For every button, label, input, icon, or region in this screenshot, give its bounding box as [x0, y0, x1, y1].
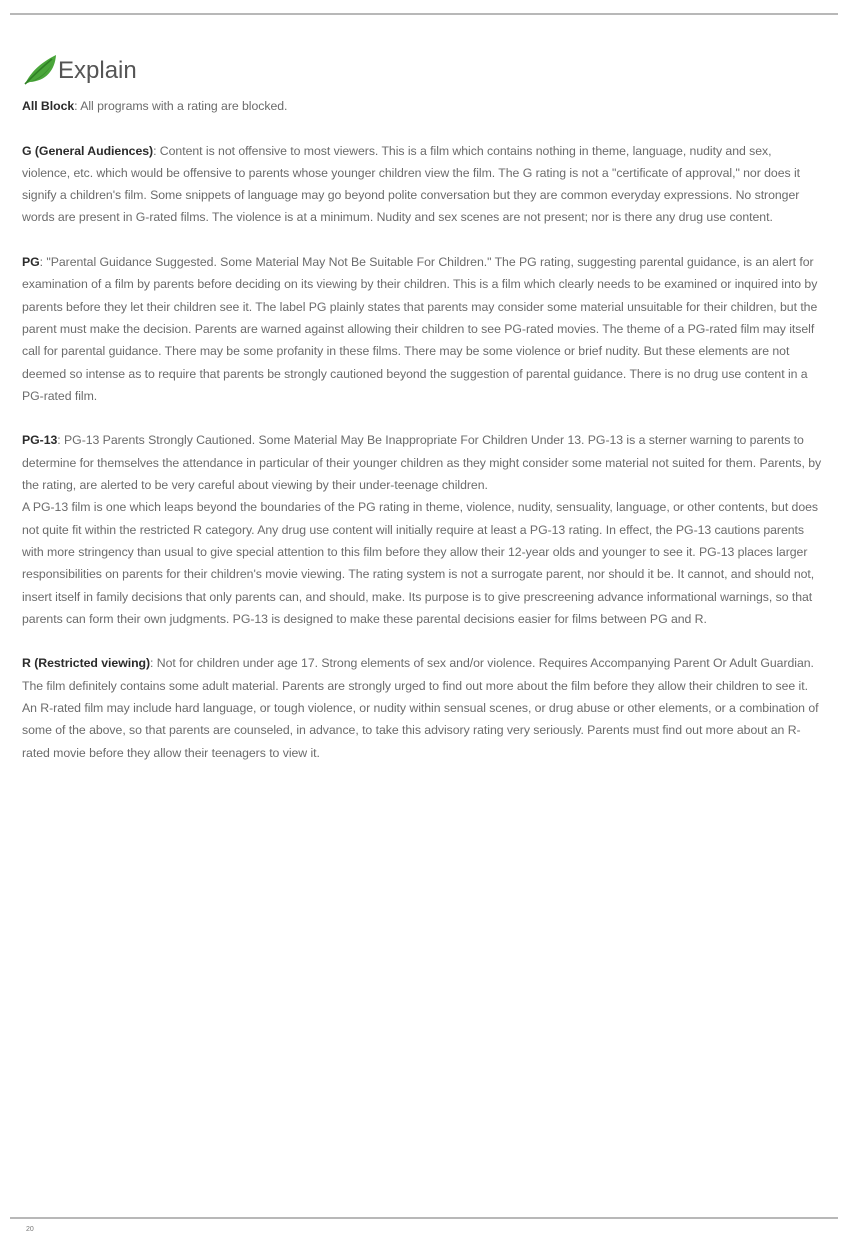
- page-title: Explain: [58, 57, 137, 84]
- leaf-icon: [22, 50, 60, 88]
- all-block-text: : All programs with a rating are blocked.: [74, 99, 288, 113]
- pg13-rating-term: PG-13: [22, 433, 58, 448]
- r-rating-term: R (Restricted viewing): [22, 656, 151, 671]
- top-divider: [10, 13, 838, 15]
- g-rating-text: : Content is not offensive to most viewers. This is a film which contains nothing in theme, language, nudity and sex, violence, etc. which would be offensive to parents whose younger children view the film. The G rating is not a "certificate of approval," nor does it signify a children's film. Some snippets of language may go beyond polite conversation but they are common everyday expressions. No stronger words are present in G-rated films. The violence is at a minimum. Nudity and sex scenes are not present; nor is there any drug use content.: [22, 143, 800, 225]
- pg-rating-text: : "Parental Guidance Suggested. Some Material May Not Be Suitable For Children." The PG rating, suggesting parental guidance, is an alert for examination of a film by parents before deciding on its viewing by their children. This is a film which clearly needs to be examined or inquired into by parents before they let their children see it. The label PG plainly states that parents may consider some material unsuitable for their children, but the parent must make the decision. Parents are warned against allowing their children to see PG-rated movies. The theme of a PG-rated film may itself call for parental guidance. There may be some profanity in these films. There may be some violence or brief nudity. But these elements are not deemed so intense as to require that parents be strongly cautioned beyond the suggestion of parental guidance. There is no drug use content in a PG-rated film.: [22, 255, 818, 403]
- pg13-rating-section: [22, 429, 822, 630]
- bottom-divider: [10, 1217, 838, 1219]
- section-heading: [22, 48, 137, 88]
- pg-rating-paragraph: [22, 251, 822, 407]
- pg-rating-section: [22, 251, 822, 407]
- pg13-rating-paragraph-2: A PG-13 film is one which leaps beyond the boundaries of the PG rating in theme, violence, nudity, sensuality, language, or other contents, but does not quite fit within the restricted R category. Any drug use content will initially require at least a PG-13 rating. In effect, the PG-13 cautions parents with more stringency than usual to give special attention to this film before they allow their 12-year olds and younger to see it. PG-13 places larger responsibilities on parents for their children's movie viewing. The rating system is not a surrogate parent, nor should it be. It cannot, and should not, insert itself in family decisions that only parents can, and should, make. Its purpose is to give prescreening advance informational warnings, so that parents can form their own judgments. PG-13 is designed to make these parental decisions easier for films between PG and R.: [22, 500, 819, 626]
- pg13-rating-text: : PG-13 Parents Strongly Cautioned. Some Material May Be Inappropriate For Children Under 13. PG-13 is a sterner warning to parents to determine for themselves the attendance in particular of their younger children as they might consider some material not suited for them. Parents, by the rating, are alerted to be very careful about viewing by their under-teenage children.: [22, 433, 822, 493]
- ratings-explanation: [22, 95, 822, 786]
- all-block-paragraph: [22, 95, 822, 117]
- r-rating-paragraph: [22, 652, 822, 697]
- r-rating-text: : Not for children under age 17. Strong elements of sex and/or violence. Requires Accompanying Parent Or Adult Guardian. The film definitely contains some adult material. Parents are strongly urged to find out more about the film before they allow their children to see it.: [22, 656, 814, 693]
- r-rating-paragraph-2: An R-rated film may include hard language, or tough violence, or nudity within sensual scenes, or drug abuse or other elements, or a combination of some of the above, so that parents are counseled, in advance, to take this advisory rating very seriously. Parents must find out more about an R-rated movie before they allow their teenagers to view it.: [22, 701, 819, 760]
- pg-rating-term: PG: [22, 255, 40, 270]
- g-rating-term: G (General Audiences): [22, 143, 154, 158]
- page-number: 20: [26, 1226, 34, 1233]
- g-rating-paragraph: [22, 140, 822, 229]
- g-rating-section: [22, 140, 822, 229]
- all-block-term: All Block: [22, 99, 75, 113]
- r-rating-section: [22, 652, 822, 763]
- all-block-section: [22, 95, 822, 117]
- pg13-rating-paragraph: [22, 429, 822, 496]
